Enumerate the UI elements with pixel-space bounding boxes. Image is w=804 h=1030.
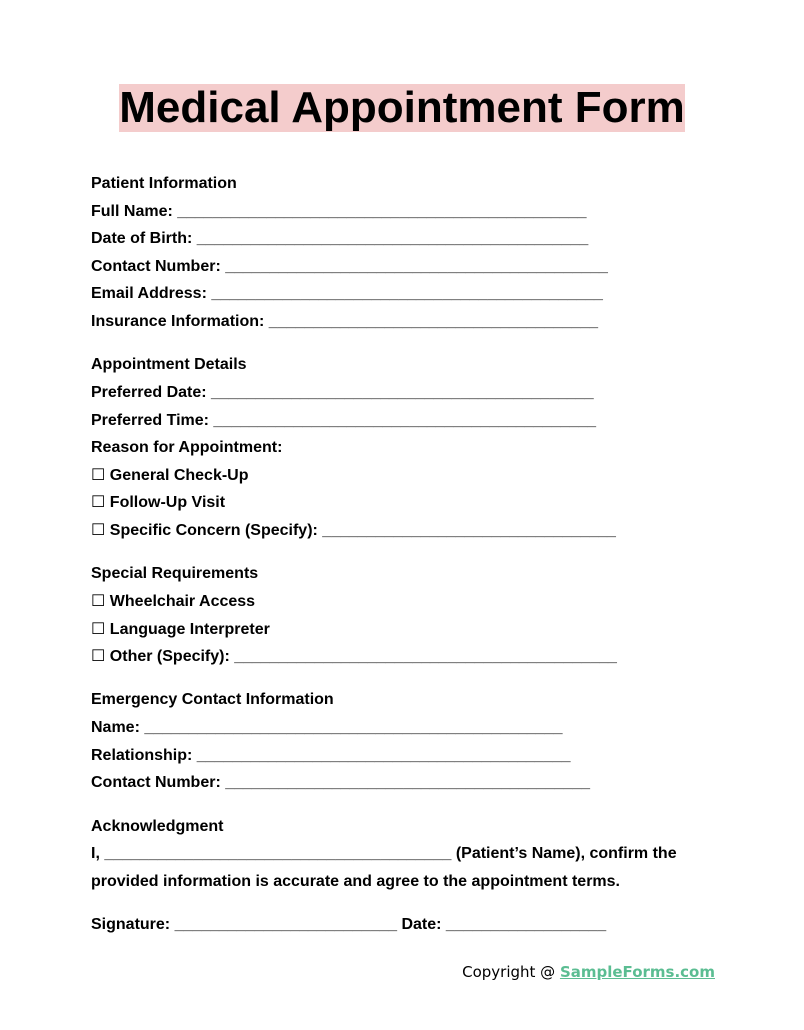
checkbox-other[interactable]	[91, 643, 731, 671]
checkbox-icon[interactable]: ☐	[91, 648, 106, 666]
checkbox-follow-up[interactable]	[91, 489, 731, 517]
checkbox-interpreter[interactable]	[91, 616, 731, 644]
section-spacer	[91, 545, 731, 561]
page-title: Medical Appointment Form	[119, 83, 685, 132]
email-field[interactable]: Email Address: ____________________________________________	[91, 285, 603, 303]
section-spacer	[91, 895, 731, 911]
checkbox-label: General Check-Up	[109, 466, 249, 484]
signature-date-field[interactable]: Signature: _________________________ Date: __________________	[91, 916, 607, 934]
section-spacer	[91, 336, 731, 352]
full-name-field[interactable]: Full Name: ______________________________________________	[91, 202, 587, 220]
title-container	[0, 84, 804, 132]
checkbox-icon[interactable]: ☐	[91, 466, 106, 484]
special-section-heading: Special Requirements	[91, 565, 259, 583]
reason-label: Reason for Appointment:	[91, 439, 283, 457]
copyright-text: Copyright @	[462, 963, 560, 981]
emergency-contact-field[interactable]: Contact Number: _________________________________________	[91, 774, 591, 792]
checkbox-specific-concern[interactable]	[91, 517, 731, 545]
section-spacer	[91, 671, 731, 687]
preferred-time-field[interactable]: Preferred Time: ___________________________________________	[91, 411, 597, 429]
checkbox-icon[interactable]: ☐	[91, 620, 106, 638]
acknowledgment-heading: Acknowledgment	[91, 817, 224, 835]
checkbox-label: Wheelchair Access	[109, 592, 256, 610]
checkbox-icon[interactable]: ☐	[91, 494, 106, 512]
checkbox-label: Language Interpreter	[109, 620, 270, 638]
section-spacer	[91, 797, 731, 813]
dob-field[interactable]: Date of Birth: ____________________________________________	[91, 230, 589, 248]
appointment-section-heading: Appointment Details	[91, 356, 247, 374]
checkbox-label: Follow-Up Visit	[109, 494, 226, 512]
acknowledgment-text[interactable]: I, _______________________________________ (Patient’s Name), confirm the provided information is accurate and agree to the appointment terms.	[91, 845, 677, 890]
brand-link[interactable]: SampleForms.com	[559, 963, 715, 981]
contact-number-field[interactable]: Contact Number: ___________________________________________	[91, 257, 608, 275]
preferred-date-field[interactable]: Preferred Date: ___________________________________________	[91, 383, 594, 401]
checkbox-label[interactable]: Other (Specify): ___________________________________________	[109, 648, 617, 666]
checkbox-general-checkup[interactable]	[91, 462, 731, 490]
insurance-field[interactable]: Insurance Information: _____________________________________	[91, 312, 599, 330]
relationship-field[interactable]: Relationship: __________________________________________	[91, 746, 571, 764]
copyright-footer	[462, 963, 715, 981]
patient-section-heading: Patient Information	[91, 175, 237, 192]
checkbox-wheelchair[interactable]	[91, 588, 731, 616]
form-body	[91, 170, 731, 939]
emergency-name-field[interactable]: Name: _______________________________________________	[91, 719, 563, 737]
checkbox-icon[interactable]: ☐	[91, 592, 106, 610]
checkbox-label[interactable]: Specific Concern (Specify): _________________________________	[109, 521, 616, 539]
checkbox-icon[interactable]: ☐	[91, 521, 106, 539]
emergency-section-heading: Emergency Contact Information	[91, 691, 334, 709]
